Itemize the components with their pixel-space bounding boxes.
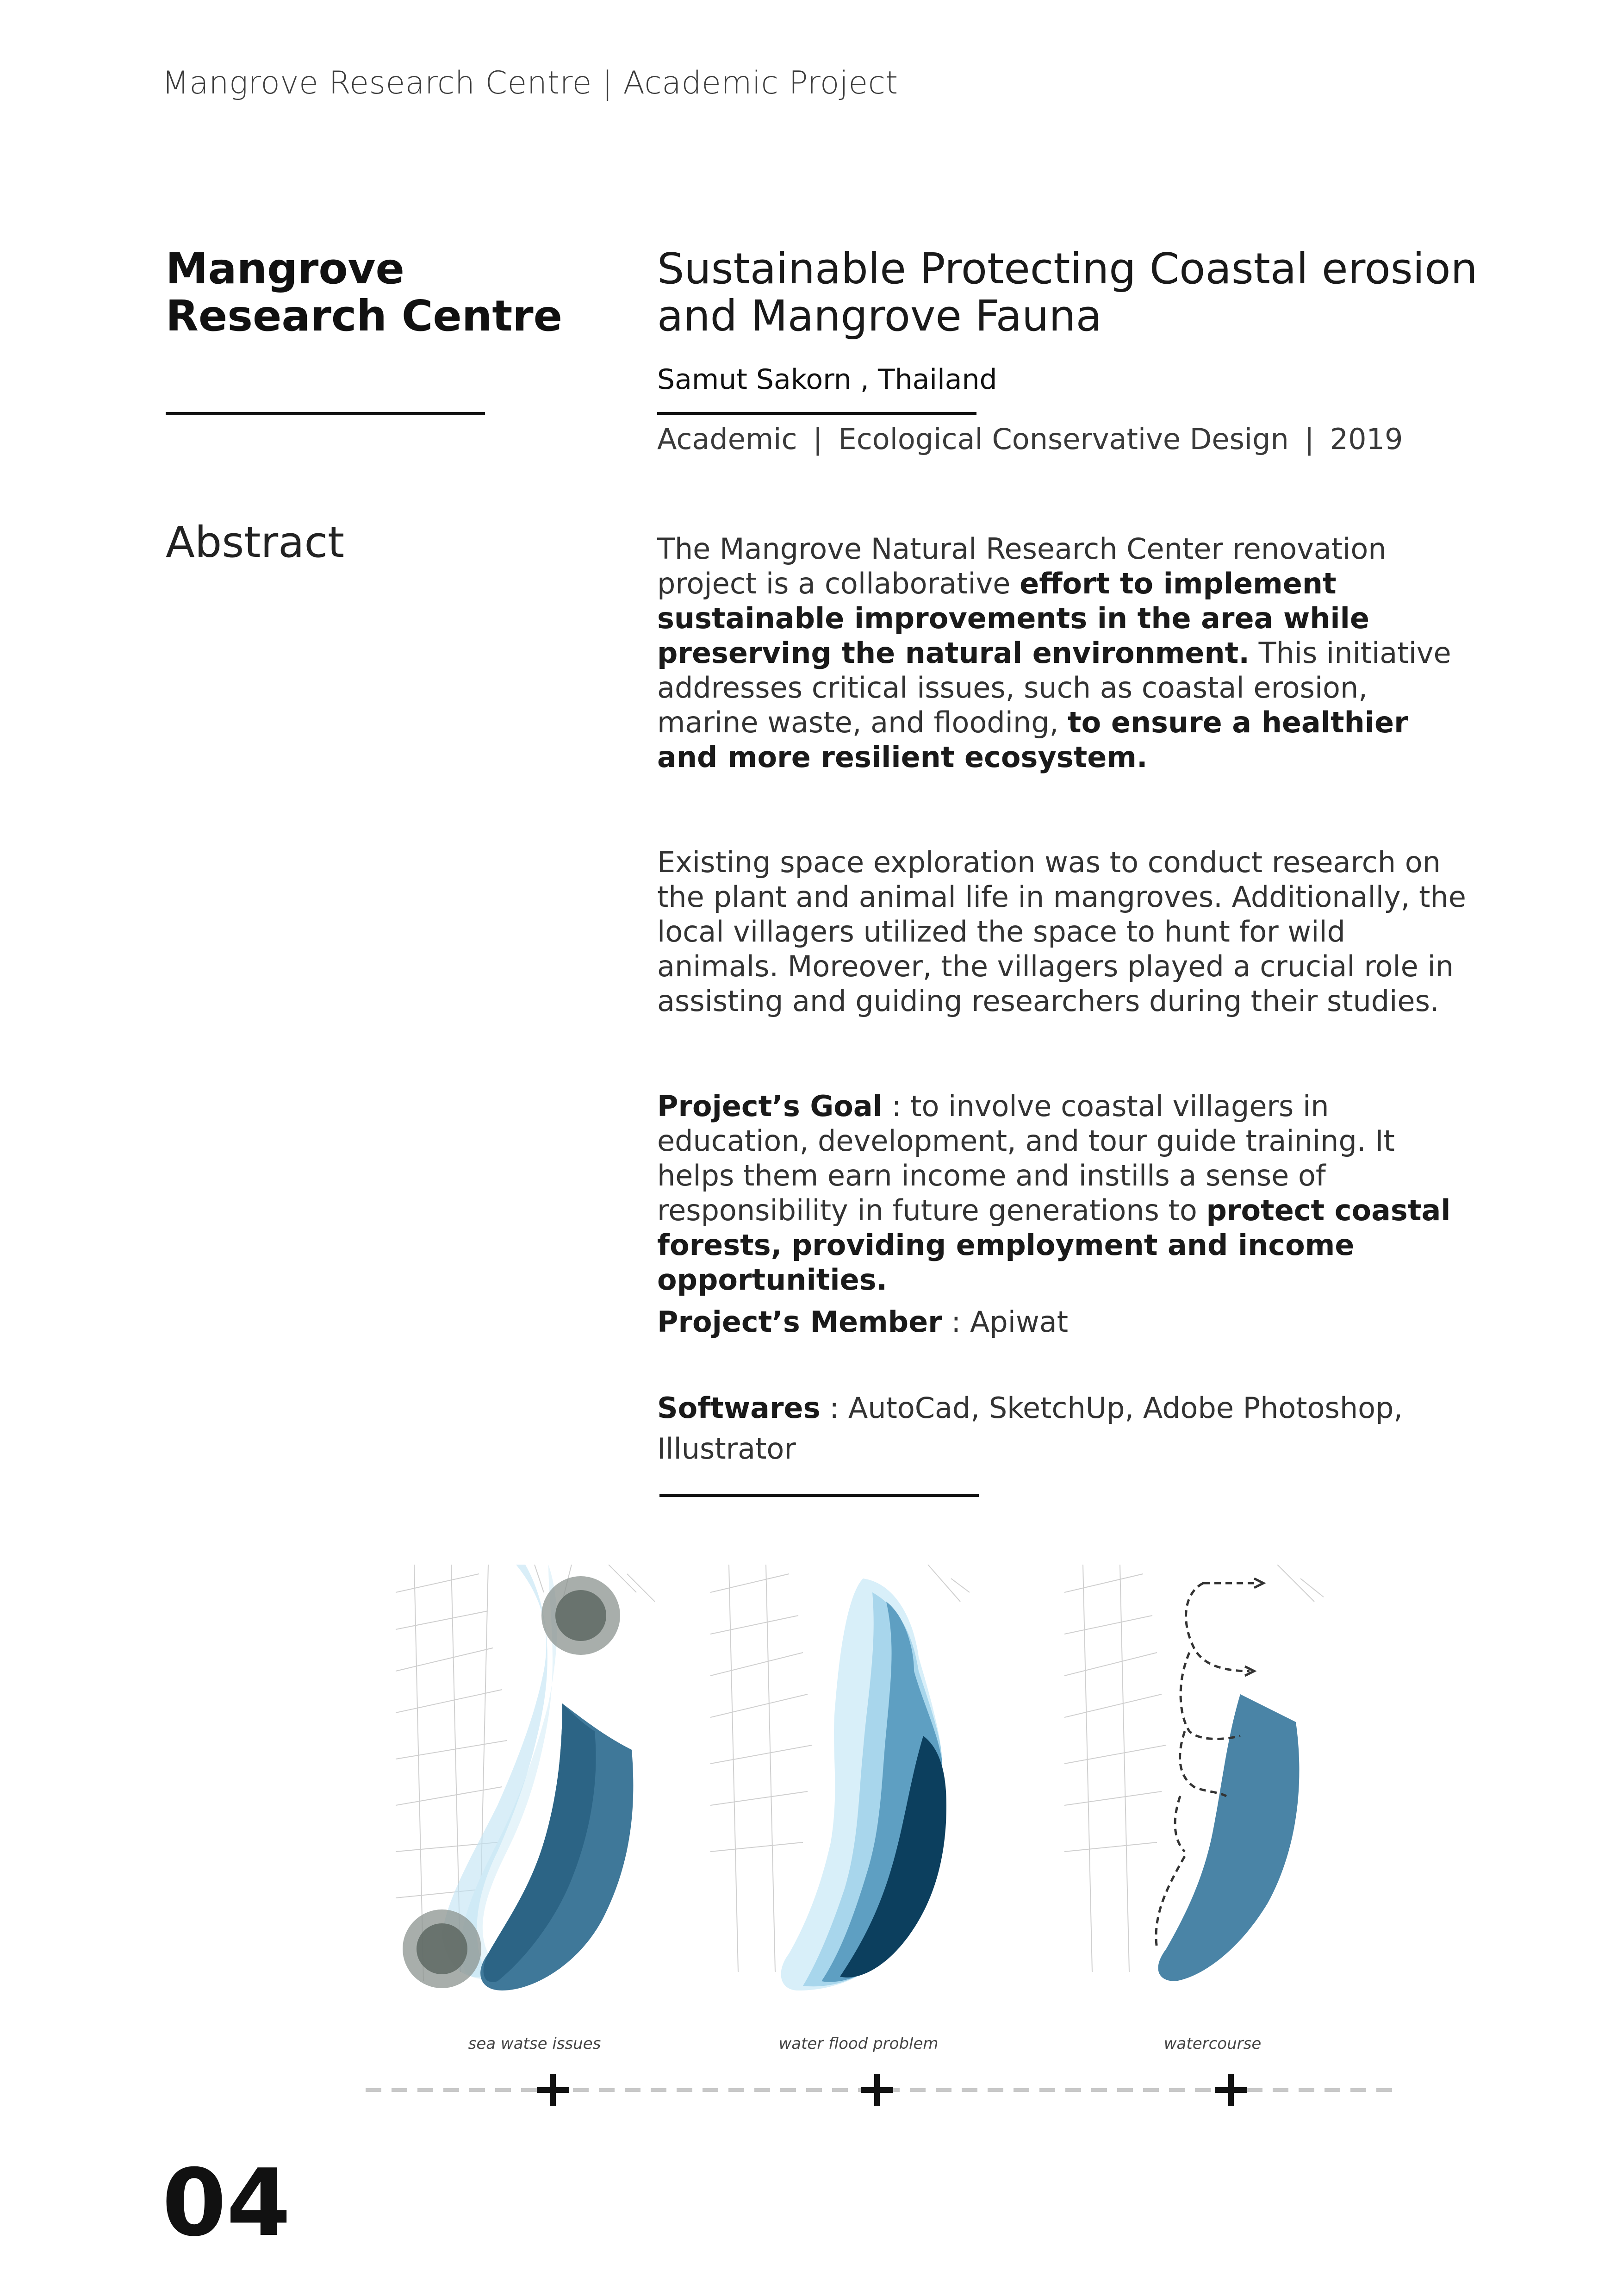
- location-underline: [657, 412, 976, 415]
- project-goal: [657, 1089, 1472, 1297]
- p1-highlight-1: effort to implement sustainable improvements in the area while preserving the natural environment.: [657, 567, 1369, 670]
- member-label: Project’s Member: [657, 1305, 942, 1339]
- meta-year: 2019: [1330, 422, 1403, 456]
- side-title: [166, 245, 562, 340]
- meta-separator: |: [813, 422, 823, 456]
- meta-separator: |: [1304, 422, 1314, 456]
- software-label: Softwares: [657, 1391, 821, 1425]
- diagram-water-flood: [710, 1565, 970, 2014]
- p1-text-c: This initiative addresses critical issues, such as coastal erosion, marine waste, and flooding,: [657, 636, 1451, 739]
- goal-label: Project’s Goal: [657, 1089, 883, 1123]
- meta-category: Ecological Conservative Design: [838, 422, 1289, 456]
- abstract-heading: Abstract: [166, 518, 345, 567]
- caption-sea-waste: sea watse issues: [468, 2034, 601, 2053]
- diagram-sea-waste: [396, 1565, 655, 2014]
- plus-icon: [1215, 2074, 1247, 2106]
- caption-watercourse: watercourse: [1163, 2034, 1262, 2053]
- abstract-end-divider: [659, 1494, 979, 1497]
- p1-text-a: The Mangrove Natural Research Center renovation project is a collaborative: [657, 532, 1387, 600]
- side-title-line2: Research Centre: [166, 291, 563, 341]
- project-softwares: [657, 1388, 1472, 1469]
- goal-text: : to involve coastal villagers in education, development, and tour guide training. It helps them earn income and instills a sense of responsibility in future generations to: [657, 1089, 1395, 1227]
- side-divider: [166, 412, 485, 415]
- project-title-line1: Sustainable Protecting Coastal erosion: [657, 244, 1478, 293]
- project-title: [657, 245, 1490, 340]
- page-number: 04: [162, 2149, 291, 2257]
- page-header: Mangrove Research Centre | Academic Project: [162, 65, 898, 101]
- timeline-bar: [366, 2065, 1402, 2115]
- meta-type: Academic: [657, 422, 797, 456]
- p1-highlight-2: to ensure a healthier and more resilient ecosystem.: [657, 705, 1408, 774]
- member-value: : Apiwat: [942, 1305, 1069, 1339]
- side-title-line1: Mangrove: [166, 244, 404, 293]
- plus-icon: [537, 2074, 569, 2106]
- abstract-paragraph-1: [657, 531, 1472, 774]
- arrow-head-icon: [1254, 1578, 1263, 1588]
- abstract-paragraph-2: Existing space exploration was to conduct research on the plant and animal life in mangroves. Additionally, the local villagers utilized the space to hunt for wild animals. Moreover, the villagers played a crucial role in assisting and guiding researchers during their studies.: [657, 845, 1466, 1018]
- project-member: [657, 1304, 1472, 1339]
- project-title-line2: and Mangrove Fauna: [657, 291, 1102, 341]
- project-location: Samut Sakorn , Thailand: [657, 363, 997, 396]
- caption-water-flood: water flood problem: [778, 2034, 939, 2053]
- plus-icon: [861, 2074, 893, 2106]
- project-meta: [657, 422, 1403, 456]
- goal-highlight: protect coastal forests, providing employment and income opportunities.: [657, 1193, 1451, 1297]
- software-value: : AutoCad, SketchUp, Adobe Photoshop, Illustrator: [657, 1391, 1403, 1466]
- diagram-watercourse: [1064, 1565, 1324, 2014]
